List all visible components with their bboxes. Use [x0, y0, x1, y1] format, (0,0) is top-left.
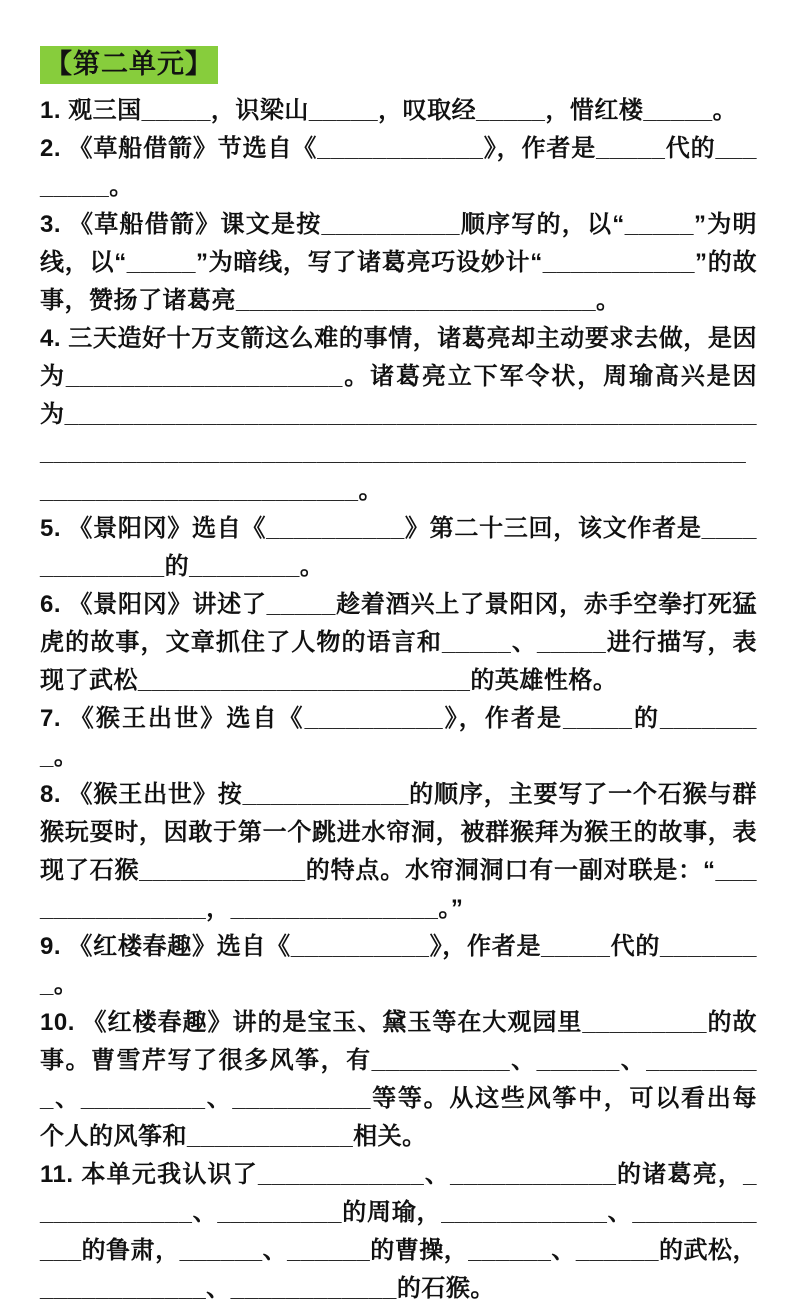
question-2: 2. 《草船借箭》节选自《____________》，作者是_____代的________。: [40, 134, 757, 200]
question-11: 11. 本单元我认识了____________、____________的诸葛亮，____________、_________的周瑜，____________、____________的鲁肃，______、______的曹操，______、______的武松，____________、____________的石猴。: [40, 1160, 757, 1302]
question-3: 3. 《草船借箭》课文是按__________顺序写的，以“_____”为明线，以“_____”为暗线，写了诸葛亮巧设妙计“___________”的故事，赞扬了诸葛亮__________________________。: [40, 210, 757, 314]
question-7: 7. 《猴王出世》选自《__________》，作者是_____的________。: [40, 704, 757, 770]
question-8: 8. 《猴王出世》按____________的顺序，主要写了一个石猴与群猴玩耍时，因敢于第一个跳进水帘洞，被群猴拜为猴王的故事，表现了石猴____________的特点。水帘洞洞口有一副对联是：“_______________，_______________。”: [40, 780, 757, 922]
unit-badge: 【第二单元】: [40, 46, 218, 84]
question-5: 5. 《景阳冈》选自《__________》第二十三回，该文作者是_____________的________。: [40, 514, 757, 580]
question-1: 1. 观三国_____，识梁山_____，叹取经_____，惜红楼_____。: [40, 96, 738, 124]
question-4: 4. 三天造好十万支箭这么难的事情，诸葛亮却主动要求去做，是因为____________________。诸葛亮立下军令状，周瑜高兴是因为____________________________________________________________________________________________________________________________。: [40, 324, 757, 504]
question-9: 9. 《红楼春趣》选自《__________》，作者是_____代的________。: [40, 932, 757, 998]
question-6: 6. 《景阳冈》讲述了_____趁着酒兴上了景阳冈，赤手空拳打死猛虎的故事，文章抓住了人物的语言和_____、_____进行描写，表现了武松________________________的英雄性格。: [40, 590, 757, 694]
question-10: 10. 《红楼春趣》讲的是宝玉、黛玉等在大观园里_________的故事。曹雪芹写了很多风筝，有__________、______、_________、_________、__________等等。从这些风筝中，可以看出每个人的风筝和____________相关。: [40, 1008, 757, 1150]
